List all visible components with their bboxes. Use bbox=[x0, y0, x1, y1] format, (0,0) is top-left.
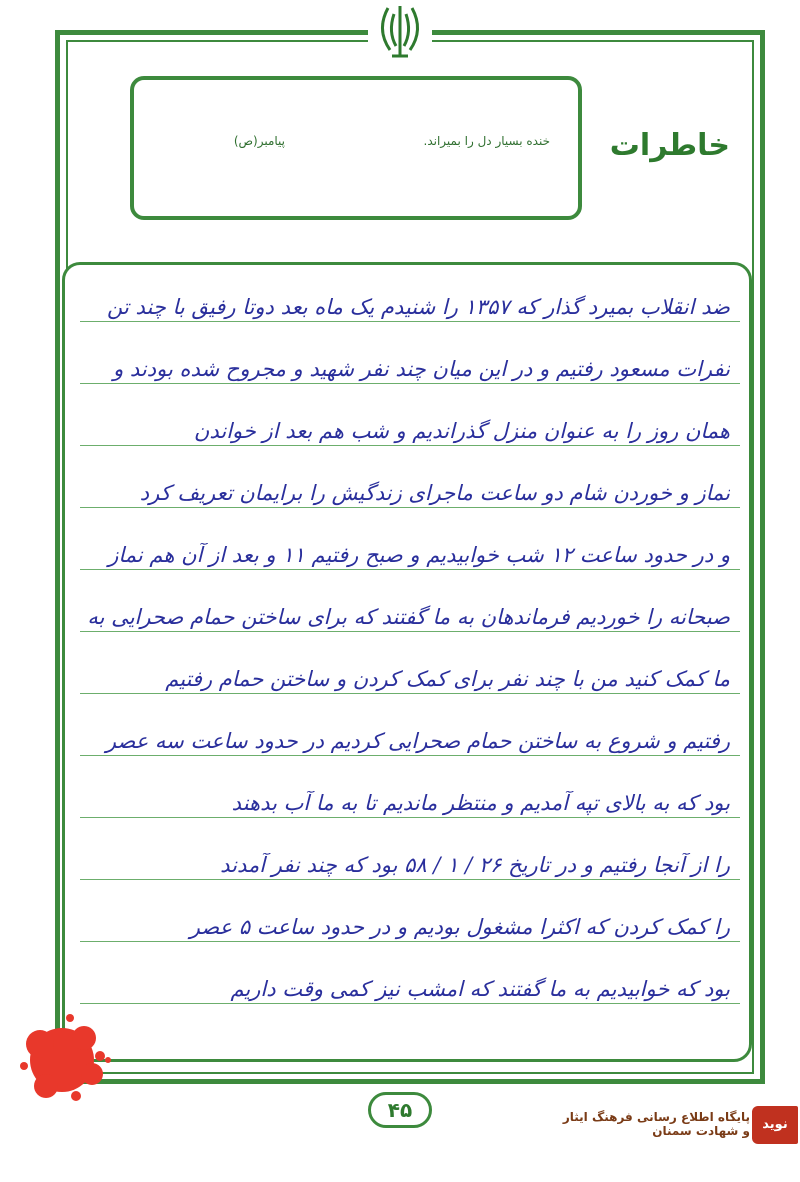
handwriting-line: صبحانه را خوردیم فرماندهان به ما گفتند که برای ساختن حمام صحرایی به bbox=[87, 605, 730, 629]
page-number: ۴۵ bbox=[368, 1092, 432, 1128]
ruled-line bbox=[80, 569, 740, 570]
handwriting-line: را کمک کردن که اکثرا مشغول بودیم و در حدود ساعت ۵ عصر bbox=[189, 915, 730, 939]
handwriting-line: و در حدود ساعت ۱۲ شب خوابیدیم و صبح رفتیم ۱۱ و بعد از آن هم نماز bbox=[108, 543, 730, 567]
ruled-line bbox=[80, 383, 740, 384]
ruled-line bbox=[80, 941, 740, 942]
red-ink-splat-icon bbox=[14, 1008, 114, 1104]
handwriting-line: بود که خوابیدیم به ما گفتند که امشب نیز کمی وقت داریم bbox=[230, 977, 730, 1001]
site-logo: نوید شاهد bbox=[752, 1106, 798, 1144]
header-quote: خنده بسیار دل را بمیراند. bbox=[423, 134, 550, 148]
handwriting-line: بود که به بالای تپه آمدیم و منتظر ماندیم تا به ما آب بدهند bbox=[231, 791, 730, 815]
handwriting-line: نماز و خوردن شام دو ساعت ماجرای زندگیش را برایمان تعریف کرد bbox=[139, 481, 730, 505]
header-quote-author: پیامبر(ص) bbox=[233, 134, 285, 148]
handwriting-line: رفتیم و شروع به ساختن حمام صحرایی کردیم در حدود ساعت سه عصر bbox=[105, 729, 730, 753]
header-quote-box bbox=[130, 76, 582, 220]
site-watermark: پایگاه اطلاع رسانی فرهنگ ایثار و شهادت سمنان bbox=[562, 1110, 750, 1138]
page-title: خاطرات bbox=[609, 128, 730, 163]
handwriting-line: همان روز را به عنوان منزل گذراندیم و شب هم بعد از خواندن bbox=[193, 419, 730, 443]
ruled-line bbox=[80, 879, 740, 880]
ruled-line bbox=[80, 817, 740, 818]
handwriting-line: نفرات مسعود رفتیم و در این میان چند نفر شهید و مجروح شده بودند و bbox=[113, 357, 730, 381]
ruled-line bbox=[80, 631, 740, 632]
ruled-line bbox=[80, 321, 740, 322]
handwriting-line: را از آنجا رفتیم و در تاریخ ۲۶ / ۱ / ۵۸ بود که چند نفر آمدند bbox=[220, 853, 730, 877]
ruled-line bbox=[80, 445, 740, 446]
handwriting-line: ما کمک کنید من با چند نفر برای کمک کردن و ساختن حمام رفتیم bbox=[165, 667, 730, 691]
iran-emblem-icon bbox=[368, 0, 432, 64]
handwriting-line: ضد انقلاب بمیرد گذار که ۱۳۵۷ را شنیدم یک ماه بعد دوتا رفیق با چند تن bbox=[107, 295, 730, 319]
ruled-line bbox=[80, 755, 740, 756]
ruled-line bbox=[80, 507, 740, 508]
ruled-line bbox=[80, 1003, 740, 1004]
ruled-line bbox=[80, 693, 740, 694]
